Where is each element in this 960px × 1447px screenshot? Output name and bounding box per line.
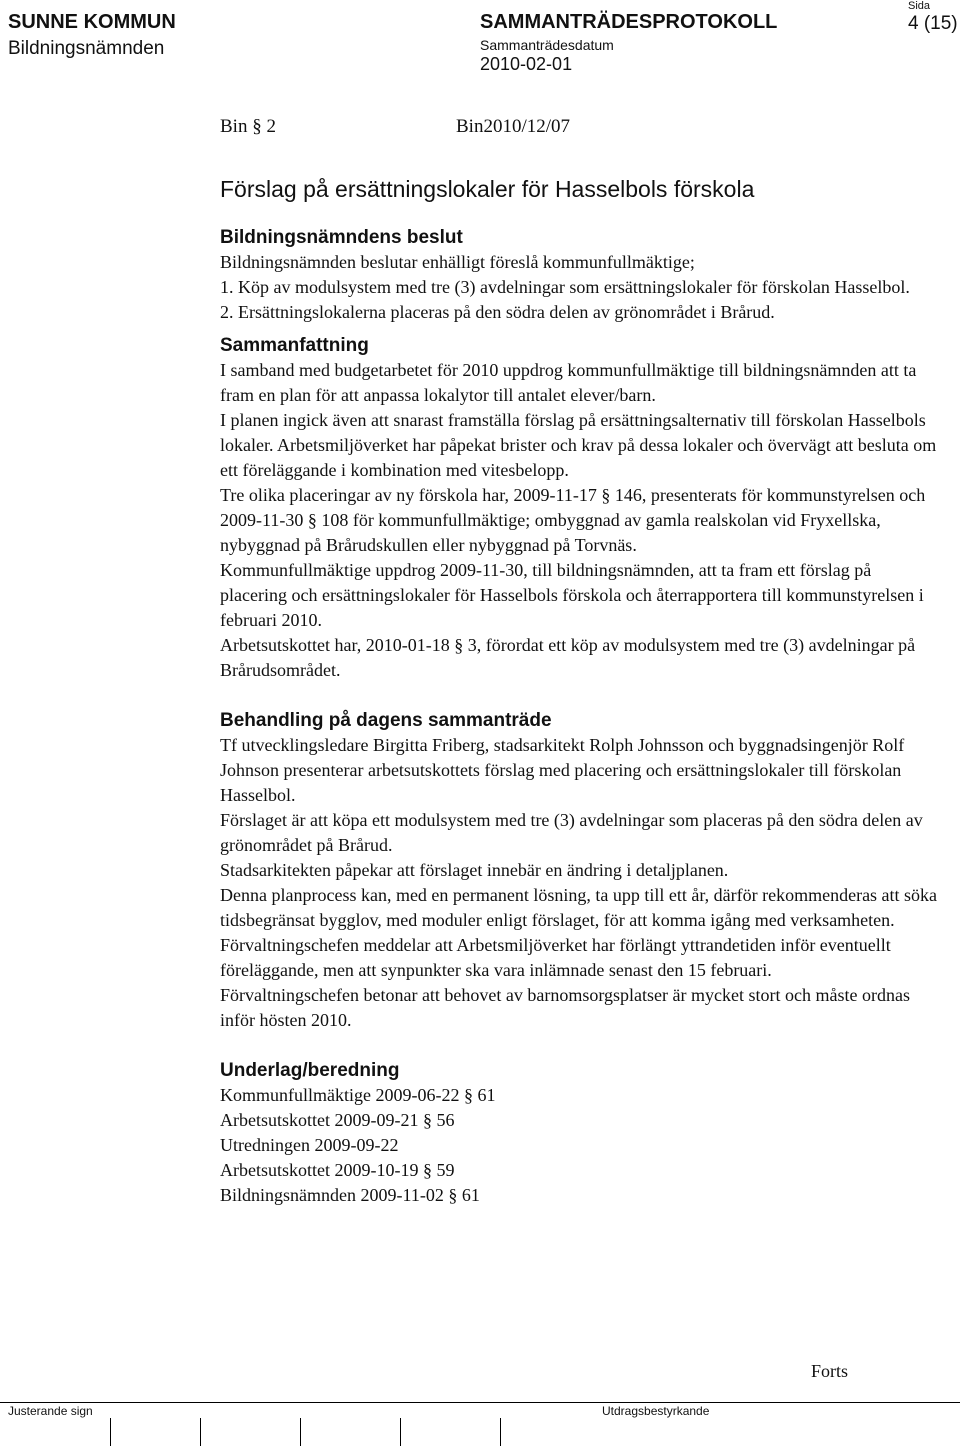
basis-item: Arbetsutskottet 2009-09-21 § 56 — [220, 1110, 455, 1130]
case-reference — [220, 116, 940, 143]
basis-item: Bildningsnämnden 2009-11-02 § 61 — [220, 1185, 480, 1205]
organization-name: SUNNE KOMMUN — [8, 11, 176, 33]
summary-paragraph: I samband med budgetarbetet för 2010 uppdrog kommunfullmäktige till bildningsnämnden att ta fram en plan för att anpassa lokalytor till antalet elever/barn. — [220, 360, 917, 405]
basis-item: Kommunfullmäktige 2009-06-22 § 61 — [220, 1085, 496, 1105]
decision-item: 1. Köp av modulsystem med tre (3) avdelningar som ersättningslokaler för förskolan Hasselbol. — [220, 277, 910, 297]
treatment-paragraph: Förvaltningschefen meddelar att Arbetsmiljöverket har förlängt yttrandetiden inför eventuellt föreläggande, men att synpunkter ska vara inlämnade senast den 15 februari. — [220, 935, 891, 980]
treatment-paragraph: Stadsarkitekten påpekar att förslaget innebär en ändring i detaljplanen. — [220, 860, 729, 880]
section-title: Förslag på ersättningslokaler för Hasselbols förskola — [220, 176, 755, 202]
treatment-section — [220, 709, 940, 1033]
summary-paragraph: Kommunfullmäktige uppdrog 2009-11-30, till bildningsnämnden, att ta fram ett förslag på placering och ersättningslokaler för Hasselbols förskola och återrapportera till kommunstyrelsen i februari 2010. — [220, 560, 924, 630]
treatment-paragraph: Förvaltningschefen betonar att behovet av barnomsorgsplatser är mycket stort och måste ordnas inför hösten 2010. — [220, 985, 910, 1030]
treatment-paragraph: Denna planprocess kan, med en permanent lösning, ta upp till ett år, därför rekommenderas att söka tidsbegränsat bygglov, med moduler enligt förslaget, för att komma igång med verksamheten. — [220, 885, 938, 930]
page-label: Sida — [908, 0, 931, 12]
decision-item: 2. Ersättningslokalerna placeras på den södra delen av grönområdet i Brårud. — [220, 302, 775, 322]
signature-box-divider — [200, 1418, 201, 1446]
basis-section — [220, 1059, 940, 1208]
basis-item: Utredningen 2009-09-22 — [220, 1135, 399, 1155]
decision-intro: Bildningsnämnden beslutar enhälligt föreslå kommunfullmäktige; — [220, 252, 695, 272]
extract-label: Utdragsbestyrkande — [602, 1404, 710, 1418]
meeting-date: 2010-02-01 — [480, 54, 573, 74]
summary-paragraph: I planen ingick även att snarast framställa förslag på ersättningsalternativ till förskolan Hasselbols lokaler. Arbetsmiljöverket har påpekat brister och krav på dessa lokaler och övervägt att besluta om ett föreläggande i kombination med vitesbelopp. — [220, 410, 937, 480]
protocol-section — [220, 116, 940, 1208]
decision-heading: Bildningsnämndens beslut — [220, 227, 463, 248]
treatment-paragraph: Förslaget är att köpa ett modulsystem med tre (3) avdelningar som placeras på den södra delen av grönområdet på Brårud. — [220, 810, 923, 855]
basis-heading: Underlag/beredning — [220, 1060, 400, 1081]
sign-label: Justerande sign — [8, 1404, 93, 1418]
protocol-title: SAMMANTRÄDESPROTOKOLL — [480, 11, 778, 33]
basis-item: Arbetsutskottet 2009-10-19 § 59 — [220, 1160, 455, 1180]
signature-box-divider — [300, 1418, 301, 1446]
decision-section — [220, 226, 940, 325]
summary-section — [220, 334, 940, 683]
footer-rule — [0, 1402, 960, 1403]
treatment-heading: Behandling på dagens sammanträde — [220, 710, 552, 731]
treatment-paragraph: Tf utvecklingsledare Birgitta Friberg, stadsarkitekt Rolph Johnsson och byggnadsingenjör Rolf Johnson presenterar arbetsutskottets förslag med placering och ersättningslokaler till förskolan Hasselbol. — [220, 735, 905, 805]
continued-marker: Forts — [811, 1361, 849, 1381]
case-number: Bin2010/12/07 — [456, 116, 571, 137]
summary-paragraph: Tre olika placeringar av ny förskola har, 2009-11-17 § 146, presenterats för kommunstyrelsen och 2009-11-30 § 108 för kommunfullmäktige; ombyggnad av gamla realskolan vid Fryxellska, nybyggnad på Brårudskullen eller nybyggnad på Torvnäs. — [220, 485, 926, 555]
page-number: 4 (15) — [908, 13, 958, 34]
department-name: Bildningsnämnden — [8, 38, 165, 59]
signature-box-divider — [110, 1418, 111, 1446]
signature-box-divider — [400, 1418, 401, 1446]
signature-footer — [0, 1402, 960, 1447]
summary-heading: Sammanfattning — [220, 335, 369, 356]
meeting-date-label: Sammanträdesdatum — [480, 37, 614, 53]
paragraph-number: Bin § 2 — [220, 116, 276, 137]
summary-paragraph: Arbetsutskottet har, 2010-01-18 § 3, förordat ett köp av modulsystem med tre (3) avdelningar på Brårudsområdet. — [220, 635, 916, 680]
signature-box-divider — [500, 1418, 501, 1446]
